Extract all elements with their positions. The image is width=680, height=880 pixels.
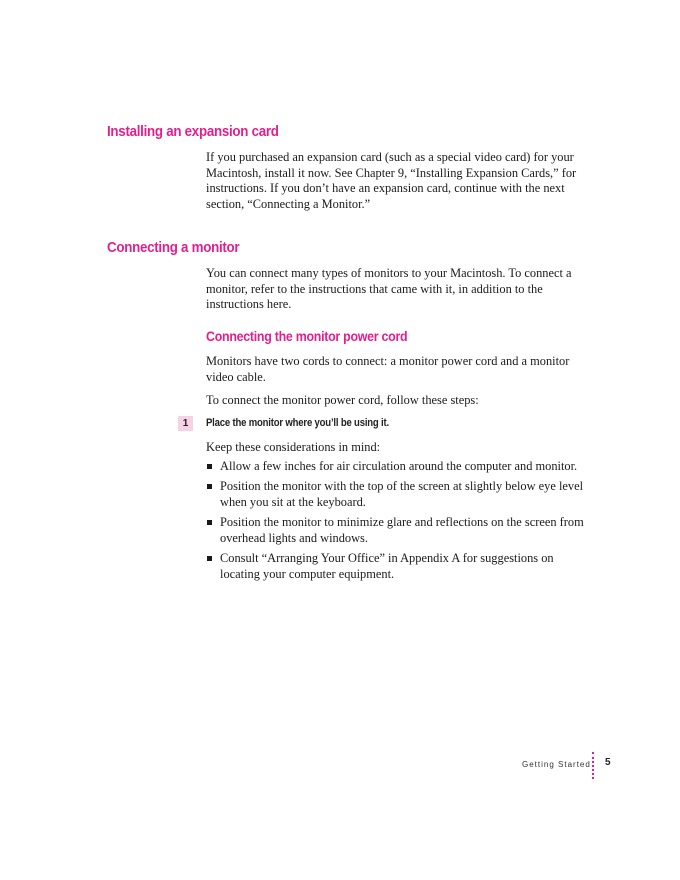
step-number-badge: 1 bbox=[178, 416, 193, 431]
heading-connecting-monitor: Connecting a monitor bbox=[107, 240, 240, 256]
heading-monitor-power-cord: Connecting the monitor power cord bbox=[206, 329, 408, 344]
list-item-text: Position the monitor to minimize glare and reflections on the screen from overhead lights and windows. bbox=[220, 515, 584, 545]
paragraph-follow-steps: To connect the monitor power cord, follow these steps: bbox=[206, 393, 479, 407]
list-item-text: Allow a few inches for air circulation around the computer and monitor. bbox=[220, 459, 578, 473]
paragraph-two-cords: Monitors have two cords to connect: a monitor power cord and a monitor video cable. bbox=[206, 354, 570, 384]
footer-dotted-divider bbox=[592, 752, 594, 779]
heading-installing-expansion-card: Installing an expansion card bbox=[107, 124, 279, 140]
list-item bbox=[206, 459, 590, 475]
step-instruction: Place the monitor where you’ll be using it. bbox=[206, 417, 389, 429]
list-item bbox=[206, 515, 590, 546]
list-item bbox=[206, 551, 590, 582]
footer-section-label: Getting Started bbox=[522, 760, 591, 769]
paragraph-considerations-intro: Keep these considerations in mind: bbox=[206, 440, 381, 454]
list-item-text: Position the monitor with the top of the screen at slightly below eye level when you sit at the keyboard. bbox=[220, 479, 584, 509]
square-bullet-icon bbox=[207, 484, 212, 489]
considerations-list bbox=[206, 459, 590, 587]
square-bullet-icon bbox=[207, 556, 212, 561]
square-bullet-icon bbox=[207, 464, 212, 469]
page-number: 5 bbox=[605, 757, 611, 768]
paragraph-expansion-card: If you purchased an expansion card (such as a special video card) for your Macintosh, install it now. See Chapter 9, “Installing Expansion Cards,” for instructions. If you don’t have an expansion card, continue with the next section, “Connecting a Monitor.” bbox=[206, 150, 577, 212]
paragraph-connecting-monitor: You can connect many types of monitors to your Macintosh. To connect a monitor, refer to the instructions that came with it, in addition to the instructions here. bbox=[206, 266, 572, 312]
list-item bbox=[206, 479, 590, 510]
square-bullet-icon bbox=[207, 520, 212, 525]
list-item-text: Consult “Arranging Your Office” in Appendix A for suggestions on locating your computer equipment. bbox=[220, 551, 554, 581]
